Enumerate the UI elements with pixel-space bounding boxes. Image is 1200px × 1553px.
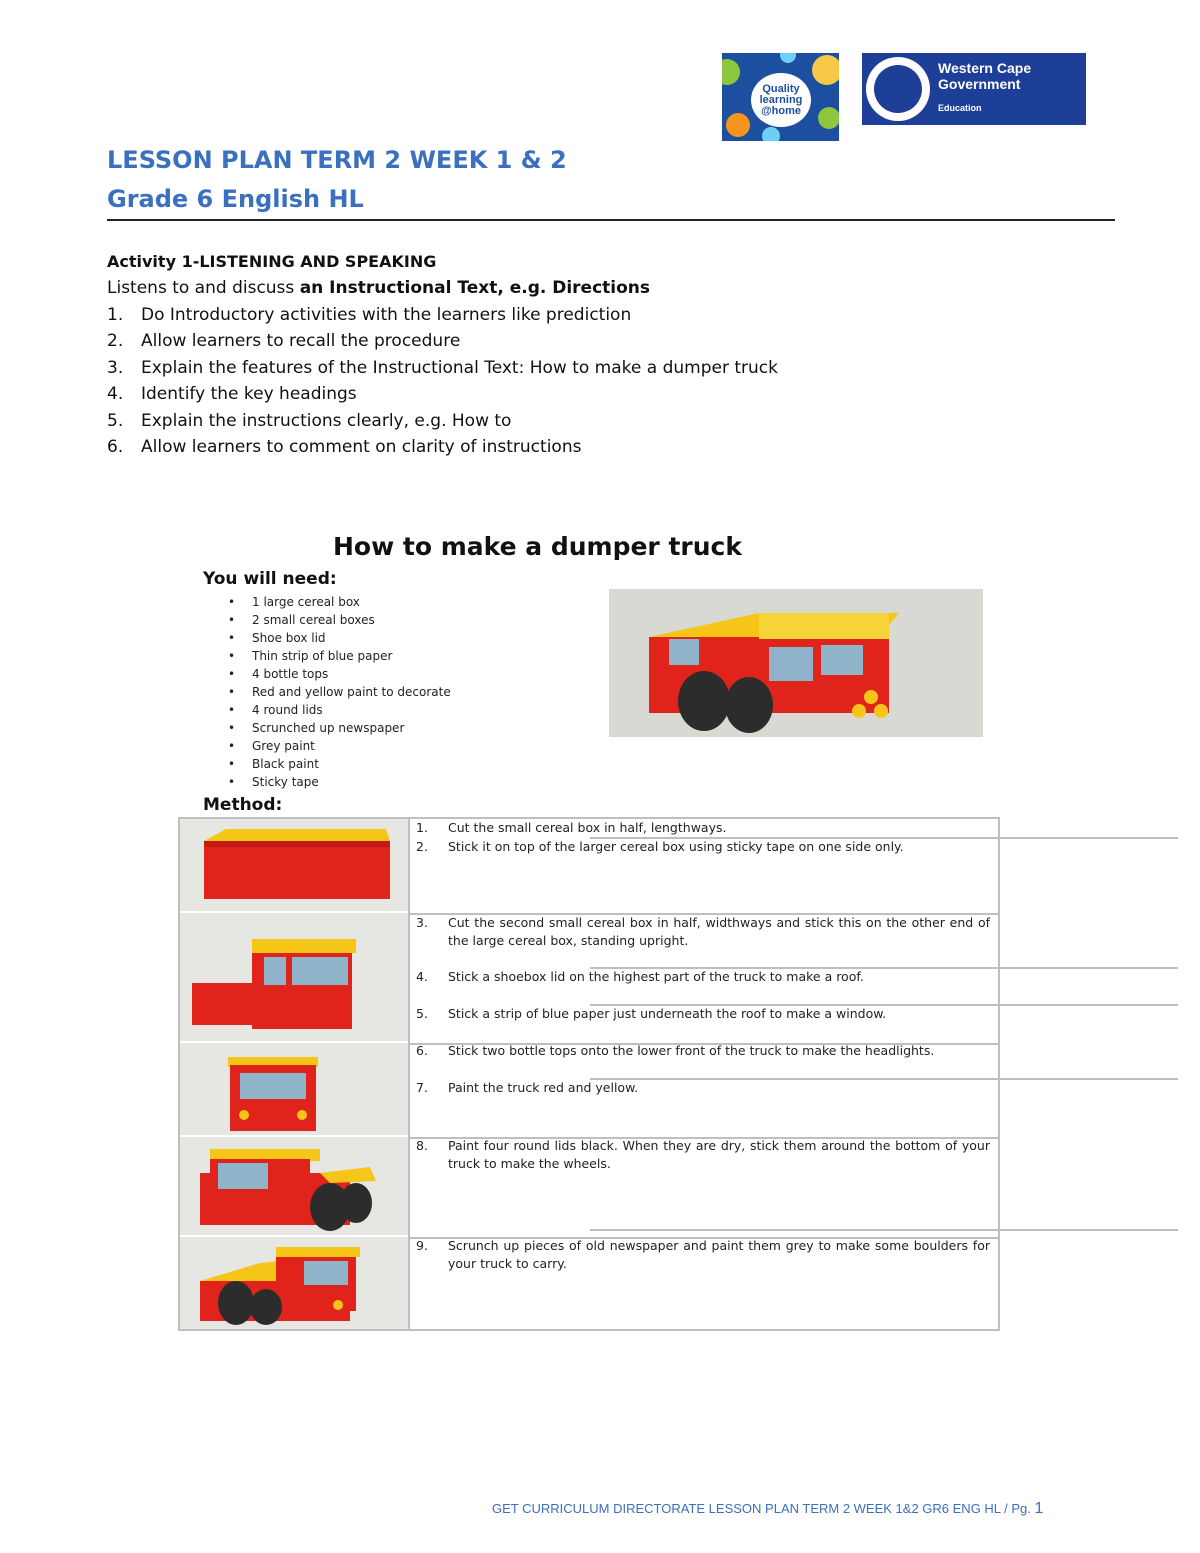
page-number: 1	[1034, 1500, 1044, 1517]
activity-step: 1. Do Introductory activities with the learners like prediction	[107, 305, 632, 325]
page-subtitle: Grade 6 English HL	[107, 185, 364, 213]
needs-item: • Sticky tape	[232, 773, 451, 791]
activity-steps	[107, 302, 778, 460]
header-divider	[107, 219, 1115, 221]
row-divider	[590, 1229, 1178, 1231]
needs-item: • Black paint	[232, 755, 451, 773]
page-footer: GET CURRICULUM DIRECTORATE LESSON PLAN TERM 2 WEEK 1&2 GR6 ENG HL / Pg. 1	[492, 1500, 1044, 1517]
western-cape-government-logo	[862, 53, 1086, 125]
page-title: LESSON PLAN TERM 2 WEEK 1 & 2	[107, 146, 567, 174]
needs-item: • 4 round lids	[232, 701, 451, 719]
needs-item: • 2 small cereal boxes	[232, 611, 451, 629]
needs-heading: You will need:	[203, 569, 337, 589]
step-photo	[180, 819, 410, 913]
activity-step: 3. Explain the features of the Instructional Text: How to make a dumper truck	[107, 357, 778, 378]
quality-learning-badge: Quality learning @home	[751, 73, 811, 127]
needs-list	[232, 593, 451, 791]
needs-item: • Red and yellow paint to decorate	[232, 683, 451, 701]
logo-line-1: Western Cape	[938, 60, 1032, 76]
activity-step: 2. Allow learners to recall the procedure	[107, 331, 461, 352]
method-heading: Method:	[203, 795, 283, 815]
needs-item: • Scrunched up newspaper	[232, 719, 451, 737]
step-photo	[180, 1043, 410, 1137]
activity-step: 4. Identify the key headings	[107, 384, 357, 405]
activity-step: 6. Allow learners to comment on clarity of instructions	[107, 437, 582, 458]
needs-item: • 4 bottle tops	[232, 665, 451, 683]
needs-item: • Shoe box lid	[232, 629, 451, 647]
worksheet-title: How to make a dumper truck	[333, 532, 742, 561]
logo-line-3: Education	[938, 103, 982, 113]
step-photo	[180, 913, 410, 1043]
activity-step: 5. Explain the instructions clearly, e.g. How to	[107, 410, 512, 431]
finished-truck-photo	[609, 589, 983, 737]
needs-item: • Thin strip of blue paper	[232, 647, 451, 665]
needs-item: • Grey paint	[232, 737, 451, 755]
activity-heading: Activity 1-LISTENING AND SPEAKING	[107, 252, 437, 271]
needs-item: • 1 large cereal box	[232, 593, 451, 611]
coat-of-arms-icon	[866, 57, 930, 121]
quality-learning-logo	[722, 53, 839, 141]
logo-line-2: Government	[938, 76, 1021, 92]
step-photo	[180, 1237, 410, 1329]
activity-intro: Listens to and discuss an Instructional Text, e.g. Directions	[107, 278, 651, 298]
step-photo	[180, 1137, 410, 1237]
